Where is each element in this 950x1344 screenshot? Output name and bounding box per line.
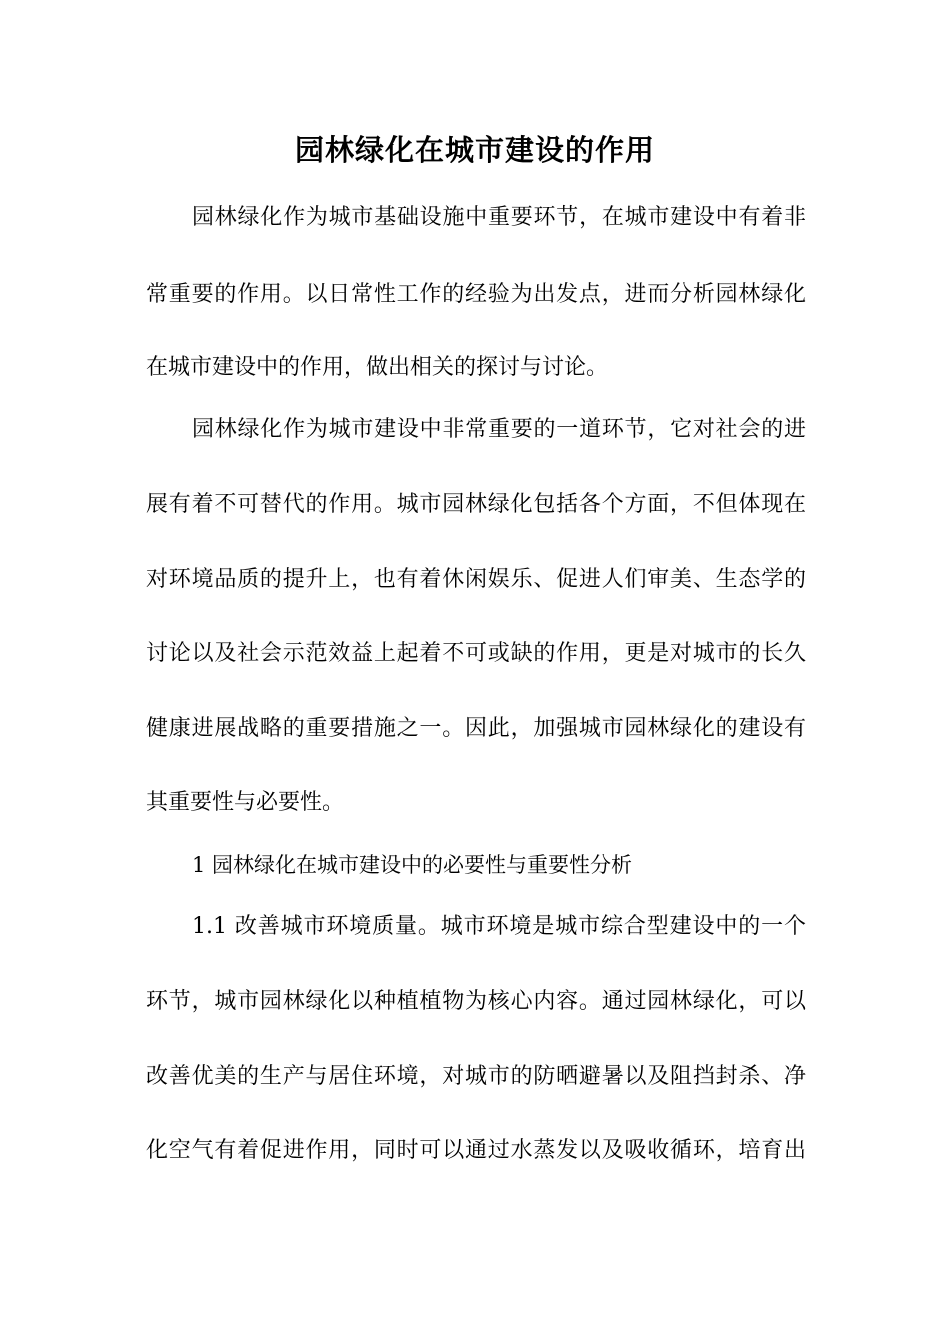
paragraph-line: 1.1 改善城市环境质量。城市环境是城市综合型建设中的一个 (192, 914, 806, 939)
document-title: 园林绿化在城市建设的作用 (294, 133, 655, 167)
paragraph-line: 讨论以及社会示范效益上起着不可或缺的作用，更是对城市的长久 (146, 641, 806, 666)
paragraph-line: 其重要性与必要性。 (146, 790, 345, 815)
paragraph-line: 改善优美的生产与居住环境，对城市的防晒避暑以及阻挡封杀、净 (146, 1064, 806, 1089)
paragraph-line: 常重要的作用。以日常性工作的经验为出发点，进而分析园林绿化 (146, 282, 806, 307)
paragraph-line: 健康进展战略的重要措施之一。因此，加强城市园林绿化的建设有 (146, 716, 806, 741)
paragraph-line: 展有着不可替代的作用。城市园林绿化包括各个方面，不但体现在 (146, 492, 806, 517)
paragraph-line: 园林绿化作为城市基础设施中重要环节，在城市建设中有着非 (192, 205, 806, 230)
paragraph-line: 环节，城市园林绿化以种植植物为核心内容。通过园林绿化，可以 (146, 989, 806, 1014)
paragraph-line: 在城市建设中的作用，做出相关的探讨与讨论。 (146, 355, 609, 380)
paragraph-line: 园林绿化作为城市建设中非常重要的一道环节，它对社会的进 (192, 417, 806, 442)
paragraph-line: 化空气有着促进作用，同时可以通过水蒸发以及吸收循环，培育出 (146, 1138, 806, 1163)
paragraph-line: 对环境品质的提升上，也有着休闲娱乐、促进人们审美、生态学的 (146, 567, 806, 592)
section-heading: 1 园林绿化在城市建设中的必要性与重要性分析 (192, 853, 633, 877)
